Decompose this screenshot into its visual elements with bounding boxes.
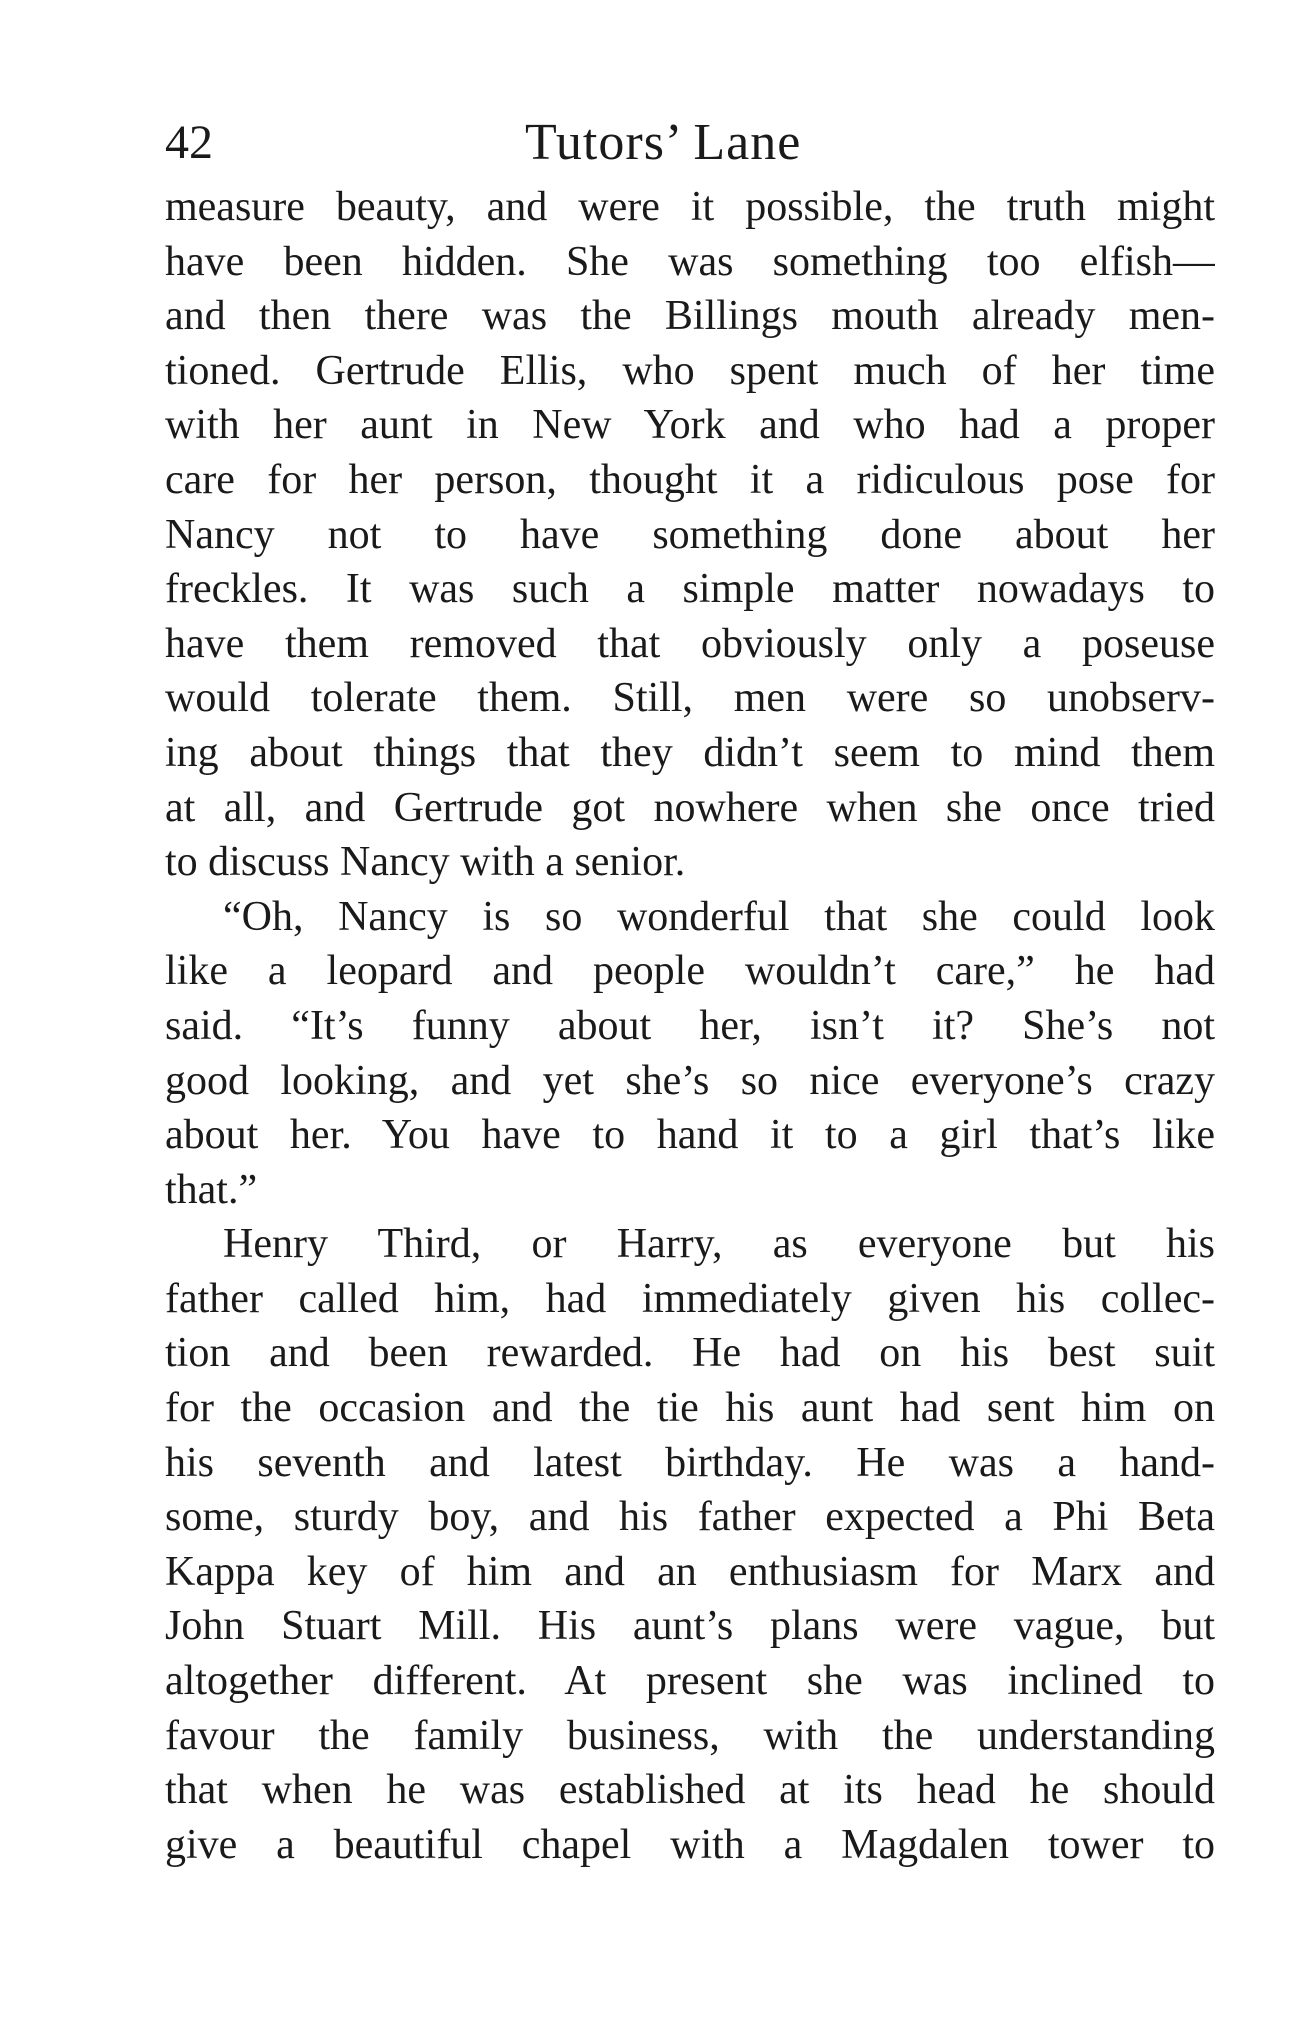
text-line: for the occasion and the tie his aunt had sent him on [165, 1385, 1215, 1432]
running-head [165, 108, 1215, 178]
text-line: altogether different. At present she was inclined to [165, 1658, 1215, 1705]
text-line: measure beauty, and were it possible, the truth might [165, 184, 1215, 230]
text-line: that.” [165, 1166, 258, 1213]
text-line: Nancy not to have something done about her [165, 511, 1215, 558]
text-line: like a leopard and people wouldn’t care,” he had [165, 948, 1215, 995]
text-line: father called him, had immediately given his collec- [165, 1275, 1215, 1322]
text-line: about her. You have to hand it to a girl that’s like [165, 1112, 1215, 1159]
text-line: his seventh and latest birthday. He was a hand- [165, 1439, 1215, 1486]
page-number: 42 [165, 116, 213, 169]
text-line: that when he was established at its head he should [165, 1767, 1215, 1814]
text-line: tion and been rewarded. He had on his best suit [165, 1330, 1215, 1377]
text-line: to discuss Nancy with a senior. [165, 839, 686, 886]
text-line: John Stuart Mill. His aunt’s plans were vague, but [165, 1603, 1215, 1650]
text-line: care for her person, thought it a ridiculous pose for [165, 456, 1215, 503]
text-line: at all, and Gertrude got nowhere when she once tried [165, 784, 1215, 831]
text-line: and then there was the Billings mouth already men- [165, 293, 1215, 340]
text-line: some, sturdy boy, and his father expected a Phi Beta [165, 1494, 1215, 1541]
body-text [165, 180, 1215, 1872]
text-line: said. “It’s funny about her, isn’t it? She’s not [165, 1002, 1215, 1049]
text-line: would tolerate them. Still, men were so unobserv- [165, 675, 1215, 722]
text-line: “Oh, Nancy is so wonderful that she could look [223, 893, 1215, 940]
text-line: with her aunt in New York and who had a proper [165, 402, 1215, 449]
text-line: have been hidden. She was something too elfish— [165, 238, 1215, 285]
text-line: ing about things that they didn’t seem to mind them [165, 729, 1215, 776]
text-line: freckles. It was such a simple matter nowadays to [165, 566, 1215, 613]
text-line: good looking, and yet she’s so nice everyone’s crazy [165, 1057, 1215, 1104]
text-line: Henry Third, or Harry, as everyone but his [223, 1221, 1215, 1268]
text-line: give a beautiful chapel with a Magdalen tower to [165, 1821, 1215, 1868]
text-line: Kappa key of him and an enthusiasm for Marx and [165, 1548, 1215, 1595]
running-title: Tutors’ Lane [525, 114, 802, 171]
text-line: favour the family business, with the understanding [165, 1712, 1215, 1759]
text-line: tioned. Gertrude Ellis, who spent much of her time [165, 347, 1215, 394]
text-line: have them removed that obviously only a poseuse [165, 620, 1215, 667]
